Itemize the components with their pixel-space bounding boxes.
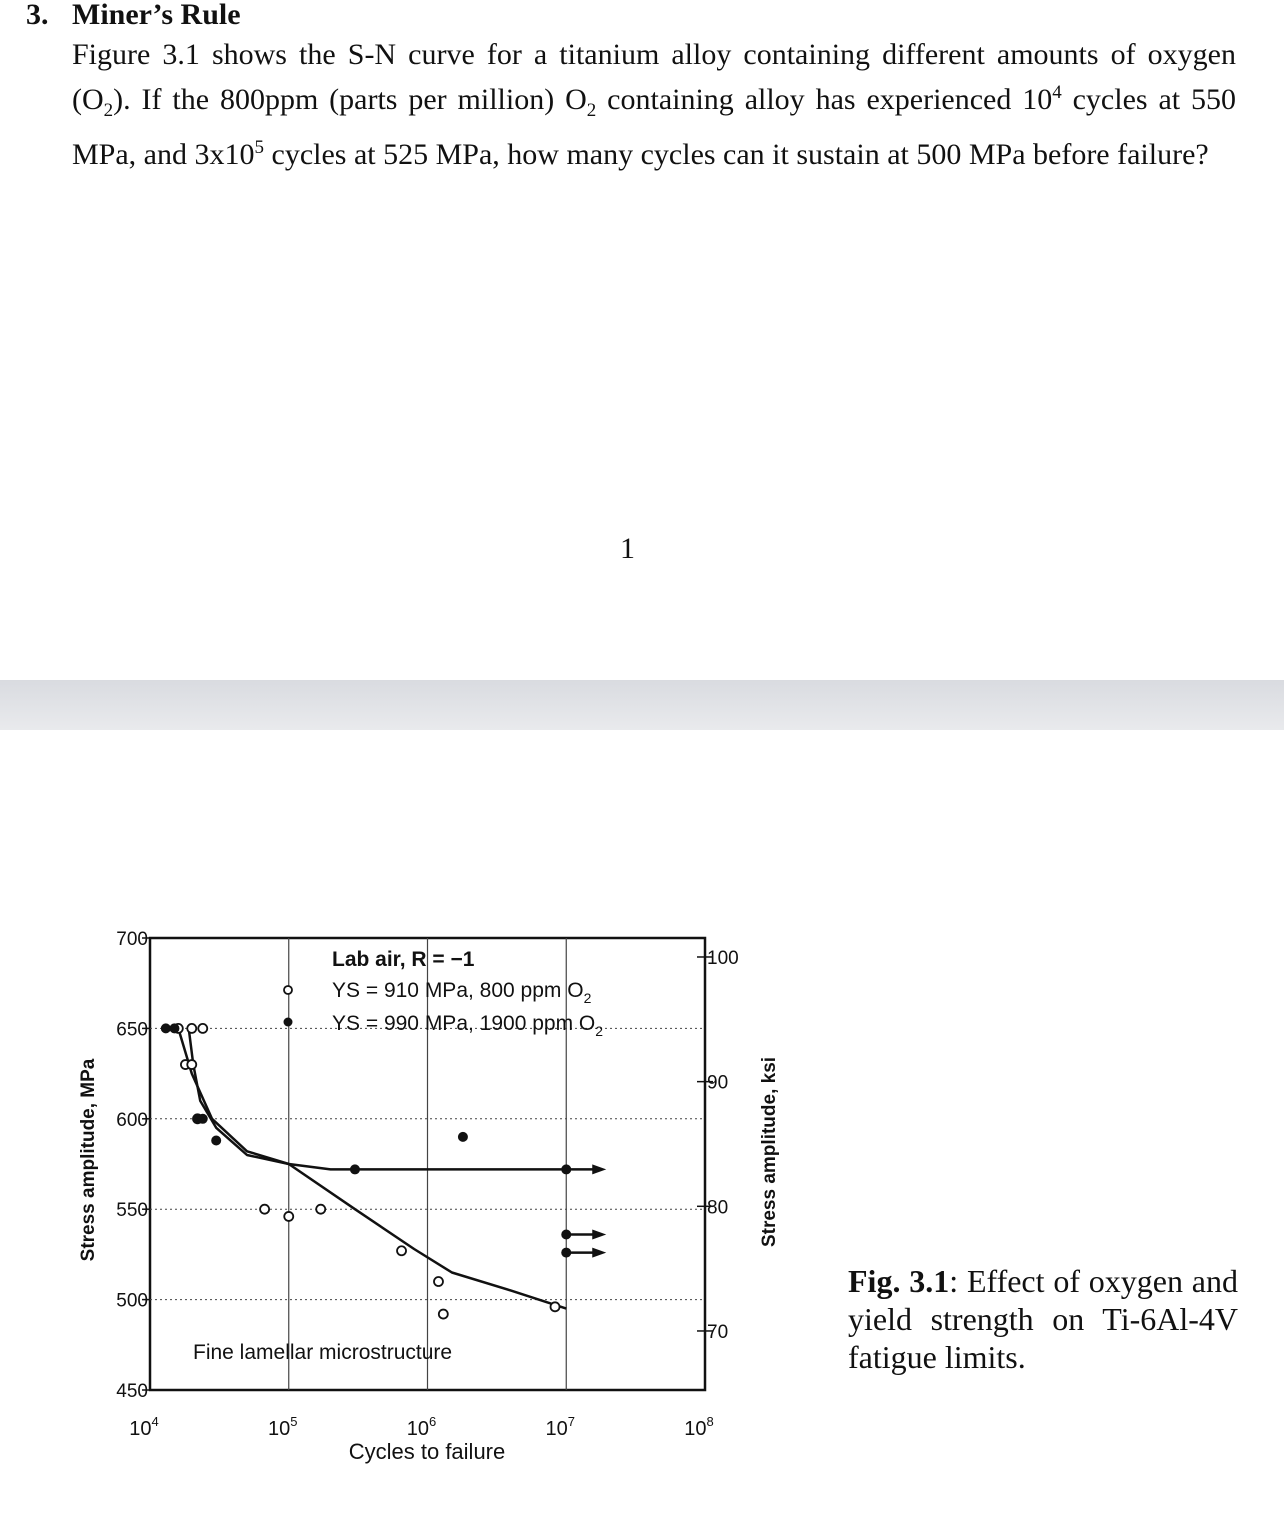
x-tick-label-6 bbox=[407, 1414, 436, 1440]
x-tick-label-7 bbox=[546, 1414, 575, 1440]
x-tick-exp-4: 4 bbox=[151, 1414, 159, 1429]
sn-curve-chart bbox=[60, 920, 780, 1485]
question-superscript-2: 5 bbox=[254, 137, 264, 158]
runout-arrow-head-1900ppm-0 bbox=[592, 1164, 606, 1174]
point-1900ppm-5 bbox=[350, 1164, 360, 1174]
legend-label-800ppm-sub: 2 bbox=[583, 990, 592, 1006]
y-tick-label-550: 550 bbox=[116, 1200, 148, 1222]
y-tick-label-500: 500 bbox=[116, 1290, 148, 1312]
ksi-tick-label-100: 100 bbox=[707, 947, 739, 969]
x-tick-exp-5: 5 bbox=[290, 1414, 298, 1429]
legend-label-1900ppm bbox=[332, 1012, 603, 1039]
point-800ppm-11 bbox=[439, 1310, 448, 1319]
question-body bbox=[72, 36, 1236, 174]
y-axis-label-right: Stress amplitude, ksi bbox=[759, 1056, 780, 1248]
x-tick-base-5: 10 bbox=[268, 1418, 291, 1440]
legend-label-800ppm-main: YS = 910 MPa, 800 ppm O bbox=[332, 979, 584, 1002]
x-tick-label-8 bbox=[684, 1414, 713, 1440]
question-text-1: Figure 3.1 shows the S-N curve for a titanium alloy containing different amounts of oxygen (O bbox=[72, 38, 1236, 116]
question-title: Miner’s Rule bbox=[72, 0, 241, 31]
point-800ppm-10 bbox=[434, 1277, 443, 1286]
point-1900ppm-6 bbox=[458, 1132, 468, 1142]
runout-arrow-head-1900ppm-1 bbox=[592, 1230, 606, 1240]
worksheet-page-1 bbox=[0, 0, 1284, 680]
x-tick-base-6: 10 bbox=[406, 1418, 430, 1440]
y-tick-label-450: 450 bbox=[116, 1381, 148, 1402]
question-text-4: cycles at 550 MPa, and 3x10 bbox=[72, 82, 1237, 171]
point-1900ppm-0 bbox=[161, 1023, 171, 1033]
point-800ppm-1 bbox=[187, 1024, 196, 1033]
question-text-5: cycles at 525 MPa, how many cycles can it sustain at 500 MPa before failure? bbox=[264, 138, 1209, 171]
point-800ppm-8 bbox=[316, 1205, 325, 1214]
question-text-3: containing alloy has experienced 10 bbox=[596, 82, 1053, 116]
point-1900ppm-3 bbox=[198, 1114, 208, 1124]
legend-label-1900ppm-sub: 2 bbox=[595, 1023, 604, 1039]
x-tick-label-5 bbox=[268, 1414, 297, 1440]
legend-label-1900ppm-main: YS = 990 MPa, 1900 ppm O bbox=[332, 1012, 596, 1035]
curve-1900ppm bbox=[178, 1028, 566, 1169]
point-800ppm-7 bbox=[284, 1212, 293, 1221]
fitted-curves bbox=[178, 1028, 566, 1308]
question-subscript-2: 2 bbox=[586, 99, 597, 121]
ksi-tick-label-70: 70 bbox=[707, 1321, 729, 1343]
legend-marker-filled bbox=[284, 1018, 293, 1027]
point-800ppm-9 bbox=[397, 1246, 406, 1255]
chart-annotation: Fine lamellar microstructure bbox=[193, 1341, 453, 1364]
y-axis-label-left: Stress amplitude, MPa bbox=[78, 1058, 99, 1262]
question-subscript-1: 2 bbox=[103, 99, 114, 121]
point-800ppm-12 bbox=[551, 1302, 560, 1311]
runout-arrow-head-1900ppm-2 bbox=[592, 1248, 606, 1258]
figure-caption-label: Fig. 3.1 bbox=[848, 1263, 950, 1299]
point-800ppm-2 bbox=[198, 1024, 207, 1033]
ksi-tick-label-90: 90 bbox=[707, 1072, 729, 1094]
y-tick-label-650: 650 bbox=[116, 1019, 148, 1041]
x-tick-exp-8: 8 bbox=[706, 1414, 714, 1429]
question-number: 3. bbox=[26, 0, 49, 31]
data-points bbox=[161, 1023, 606, 1318]
question-superscript-1: 4 bbox=[1052, 81, 1062, 103]
figure-caption bbox=[848, 1262, 1238, 1376]
legend-label-800ppm bbox=[332, 979, 592, 1006]
point-800ppm-6 bbox=[260, 1205, 269, 1214]
x-tick-exp-7: 7 bbox=[567, 1414, 575, 1429]
point-1900ppm-4 bbox=[211, 1135, 221, 1145]
x-axis-label: Cycles to failure bbox=[348, 1439, 506, 1464]
x-tick-base-4: 10 bbox=[129, 1418, 152, 1440]
chart-title: Lab air, R = −1 bbox=[332, 948, 475, 971]
figure-caption-text: : Effect of oxygen and yield strength on Ti-6Al-4V fatigue limits. bbox=[848, 1263, 1239, 1375]
x-tick-base-8: 10 bbox=[684, 1418, 707, 1440]
point-800ppm-4 bbox=[187, 1060, 196, 1069]
ksi-tick-label-80: 80 bbox=[707, 1197, 729, 1219]
y-tick-label-600: 600 bbox=[116, 1109, 148, 1131]
page-separator bbox=[0, 680, 1284, 730]
grid-lines bbox=[150, 938, 705, 1390]
y-tick-label-700: 700 bbox=[116, 929, 148, 950]
x-tick-base-7: 10 bbox=[545, 1418, 568, 1440]
x-tick-exp-6: 6 bbox=[429, 1414, 437, 1429]
x-tick-label-4 bbox=[129, 1414, 158, 1440]
page-number: 1 bbox=[620, 532, 635, 565]
worksheet-page-2 bbox=[0, 730, 1284, 1537]
point-1900ppm-1 bbox=[169, 1023, 179, 1033]
question-text-2: ). If the 800ppm (parts per million) O bbox=[113, 82, 587, 116]
legend-marker-open bbox=[284, 986, 292, 994]
